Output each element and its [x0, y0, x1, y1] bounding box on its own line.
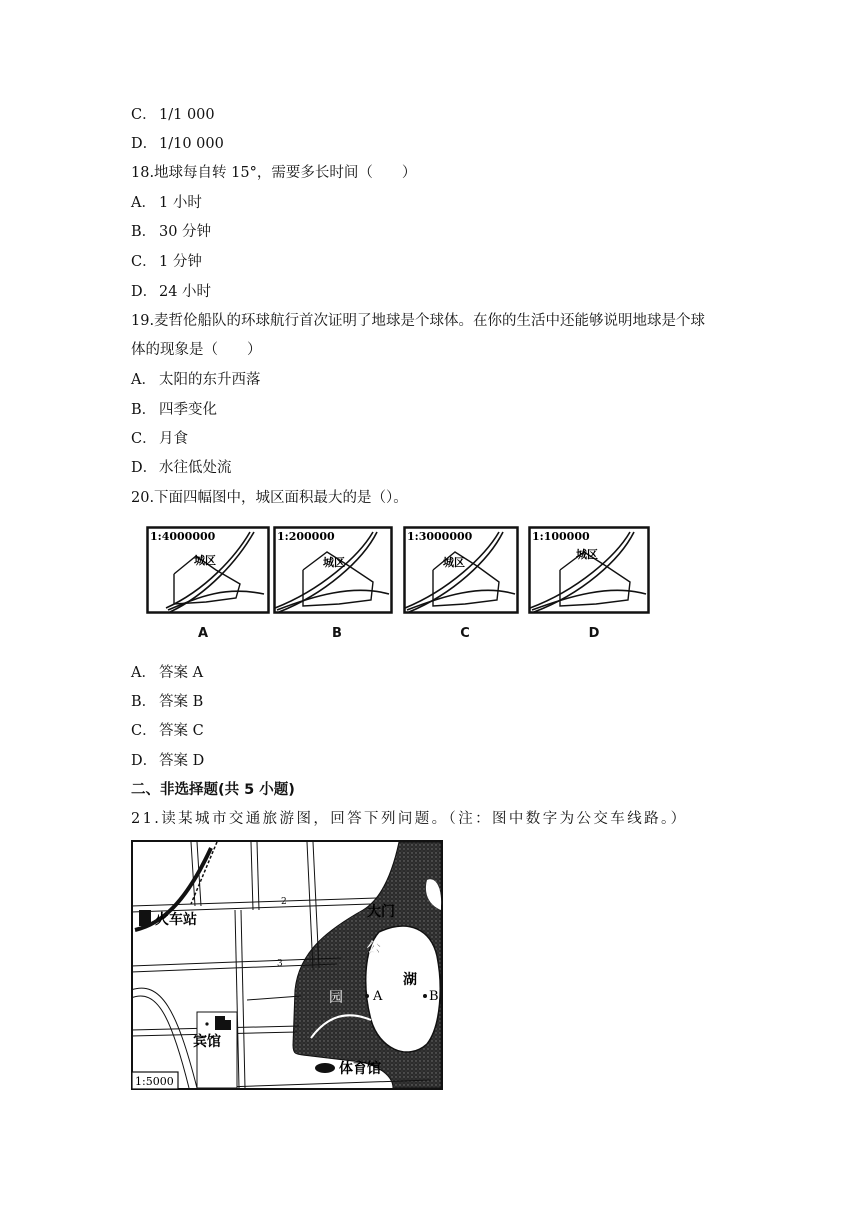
- q21-hotel-label: 宾馆: [193, 1034, 221, 1050]
- q20-option-a: A． 答案 A: [131, 665, 204, 681]
- q21-gym-label: 体育馆: [339, 1061, 381, 1077]
- q21-city-map: [131, 840, 443, 1090]
- q19-option-d: D． 水往低处流: [131, 460, 232, 476]
- q21-gate-label: 大门: [367, 904, 395, 920]
- q21-park-char2: 园: [329, 990, 343, 1006]
- q21-lake-label: 湖: [403, 972, 417, 988]
- section-2-heading: 二、非选择题(共 5 小题): [131, 782, 295, 798]
- svg-text:3: 3: [277, 959, 283, 969]
- q20-map-d-area: 城区: [576, 548, 598, 561]
- q20-option-b: B． 答案 B: [131, 694, 204, 710]
- q20-map-a: [146, 526, 270, 614]
- q20-map-d-caption: D: [588, 626, 600, 641]
- q20-map-b-area: 城区: [323, 556, 345, 569]
- q21-scale: 1:5000: [135, 1075, 174, 1088]
- q21-stem: 21.读某城市交通旅游图，回答下列问题。（注：图中数字为公交车线路。）: [131, 811, 688, 827]
- q18-option-a: A． 1 小时: [131, 195, 202, 211]
- q20-map-b-caption: B: [332, 626, 342, 641]
- q20-map-a-scale: 1:4000000: [150, 530, 216, 543]
- q20-stem: 20.下面四幅图中，城区面积最大的是（）。: [131, 490, 408, 506]
- q21-point-b: B: [429, 989, 439, 1004]
- q20-map-c: [403, 526, 519, 614]
- q19-option-c: C． 月食: [131, 431, 188, 447]
- q20-map-b-scale: 1:200000: [277, 530, 335, 543]
- q18-stem: 18.地球每自转 15°，需要多长时间（ ）: [131, 165, 417, 181]
- q20-map-d-scale: 1:100000: [532, 530, 590, 543]
- q21-point-a: A: [373, 989, 383, 1004]
- q20-map-c-caption: C: [460, 626, 470, 641]
- q20-option-d: D． 答案 D: [131, 753, 205, 769]
- q19-stem-line2: 体的现象是（ ）: [131, 342, 262, 358]
- q19-option-a: A． 太阳的东升西落: [131, 372, 261, 388]
- q17-option-c: C． 1/1 000: [131, 107, 215, 123]
- q21-train-station-label: 火车站: [155, 912, 197, 928]
- q20-option-c: C． 答案 C: [131, 723, 204, 739]
- q20-map-a-area: 城区: [194, 554, 216, 567]
- q18-option-d: D． 24 小时: [131, 284, 212, 300]
- q19-option-b: B． 四季变化: [131, 402, 217, 418]
- q17-option-d: D． 1/10 000: [131, 136, 224, 152]
- q20-map-c-area: 城区: [443, 556, 465, 569]
- q20-map-a-caption: A: [197, 626, 209, 641]
- q21-park-char1: 公: [367, 940, 381, 956]
- q20-map-b: [273, 526, 393, 614]
- q18-option-c: C． 1 分钟: [131, 254, 202, 270]
- q19-stem-line1: 19.麦哲伦船队的环球航行首次证明了地球是个球体。在你的生活中还能够说明地球是个球: [131, 313, 706, 329]
- q20-map-c-scale: 1:3000000: [407, 530, 473, 543]
- q20-map-d: [528, 526, 650, 614]
- q18-option-b: B． 30 分钟: [131, 224, 212, 240]
- svg-text:2: 2: [281, 897, 287, 907]
